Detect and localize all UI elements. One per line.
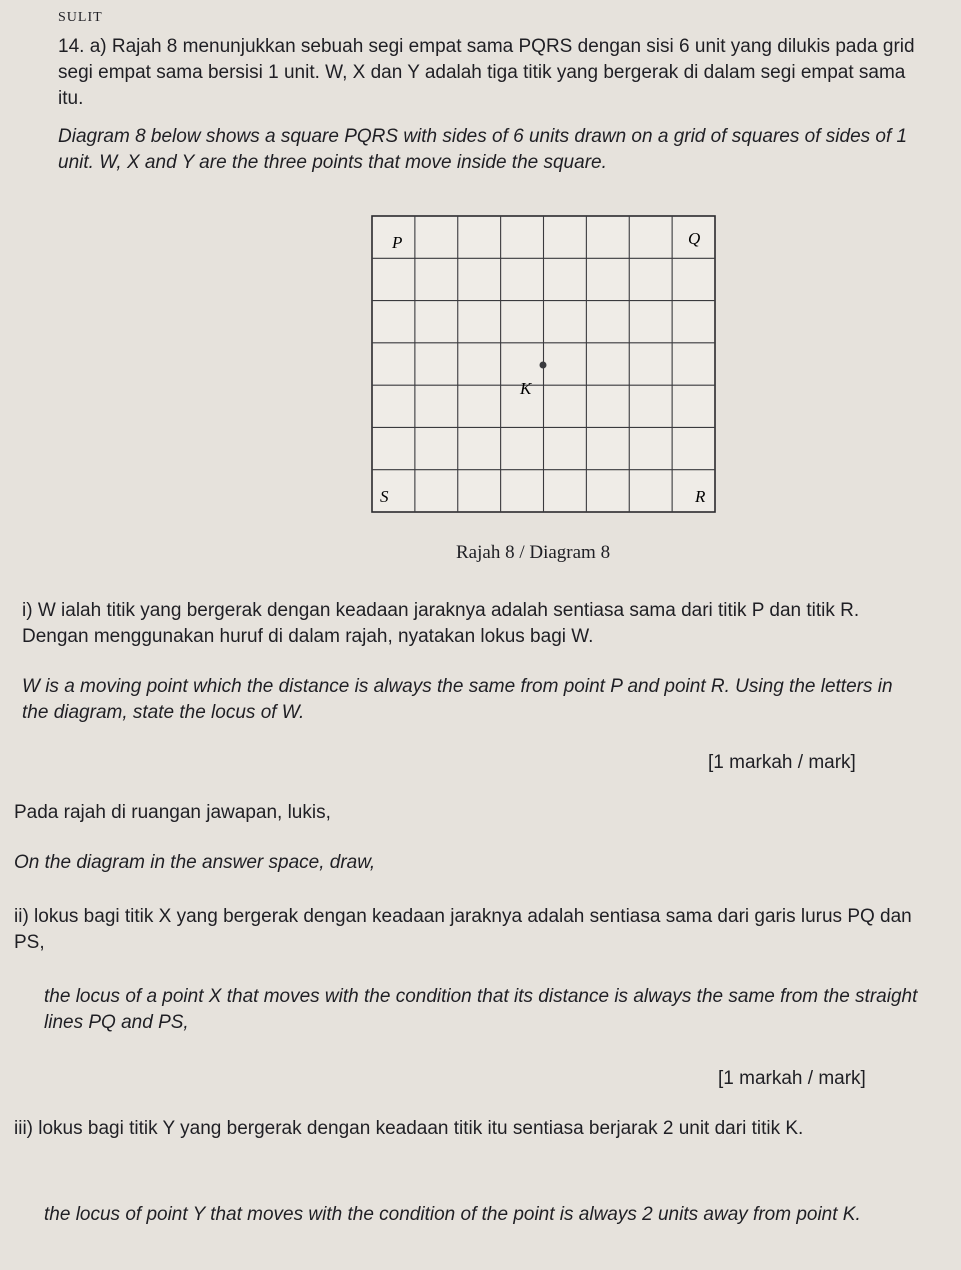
diagram-caption: Rajah 8 / Diagram 8 [456,542,611,563]
instruction-malay: Pada rajah di ruangan jawapan, lukis, [14,802,331,823]
part-iii-english: the locus of point Y that moves with the condition of the point is always 2 units away from point K. [44,1204,861,1225]
part-i-malay: i) W ialah titik yang bergerak dengan keadaan jaraknya adalah sentiasa sama dari titik P dan titik R. Dengan menggunakan huruf di dalam rajah, nyatakan lokus bagi W. [22,600,860,647]
diagram-8 [370,214,717,514]
question-intro-english: Diagram 8 below shows a square PQRS with sides of 6 units drawn on a grid of squares of sides of 1 unit. W, X and Y are the three points that move inside the square. [58,126,908,173]
part-iii-malay: iii) lokus bagi titik Y yang bergerak dengan keadaan titik itu sentiasa berjarak 2 unit dari titik K. [14,1118,804,1139]
label-s: S [380,487,389,506]
point-k [540,362,547,369]
part-ii-malay: ii) lokus bagi titik X yang bergerak dengan keadaan jaraknya adalah sentiasa sama dari garis lurus PQ dan PS, [14,906,912,953]
header-code: SULIT [58,10,103,25]
label-r: R [695,487,706,506]
part-ii-mark: [1 markah / mark] [718,1068,866,1089]
question-intro-malay: 14. a) Rajah 8 menunjukkan sebuah segi empat sama PQRS dengan sisi 6 unit yang dilukis pada grid segi empat sama bersisi 1 unit. W, X dan Y adalah tiga titik yang bergerak di dalam segi empat sama itu. [58,36,915,109]
label-k: K [520,379,532,398]
grid-svg [370,214,717,514]
part-i-english: W is a moving point which the distance is always the same from point P and point R. Using the letters in the diagram, state the locus of W. [22,676,893,723]
part-ii-english: the locus of a point X that moves with the condition that its distance is always the same from the straight lines PQ and PS, [44,986,918,1033]
part-i-mark: [1 markah / mark] [708,752,856,773]
label-p: P [392,233,403,252]
instruction-english: On the diagram in the answer space, draw, [14,852,376,873]
label-q: Q [688,229,701,248]
